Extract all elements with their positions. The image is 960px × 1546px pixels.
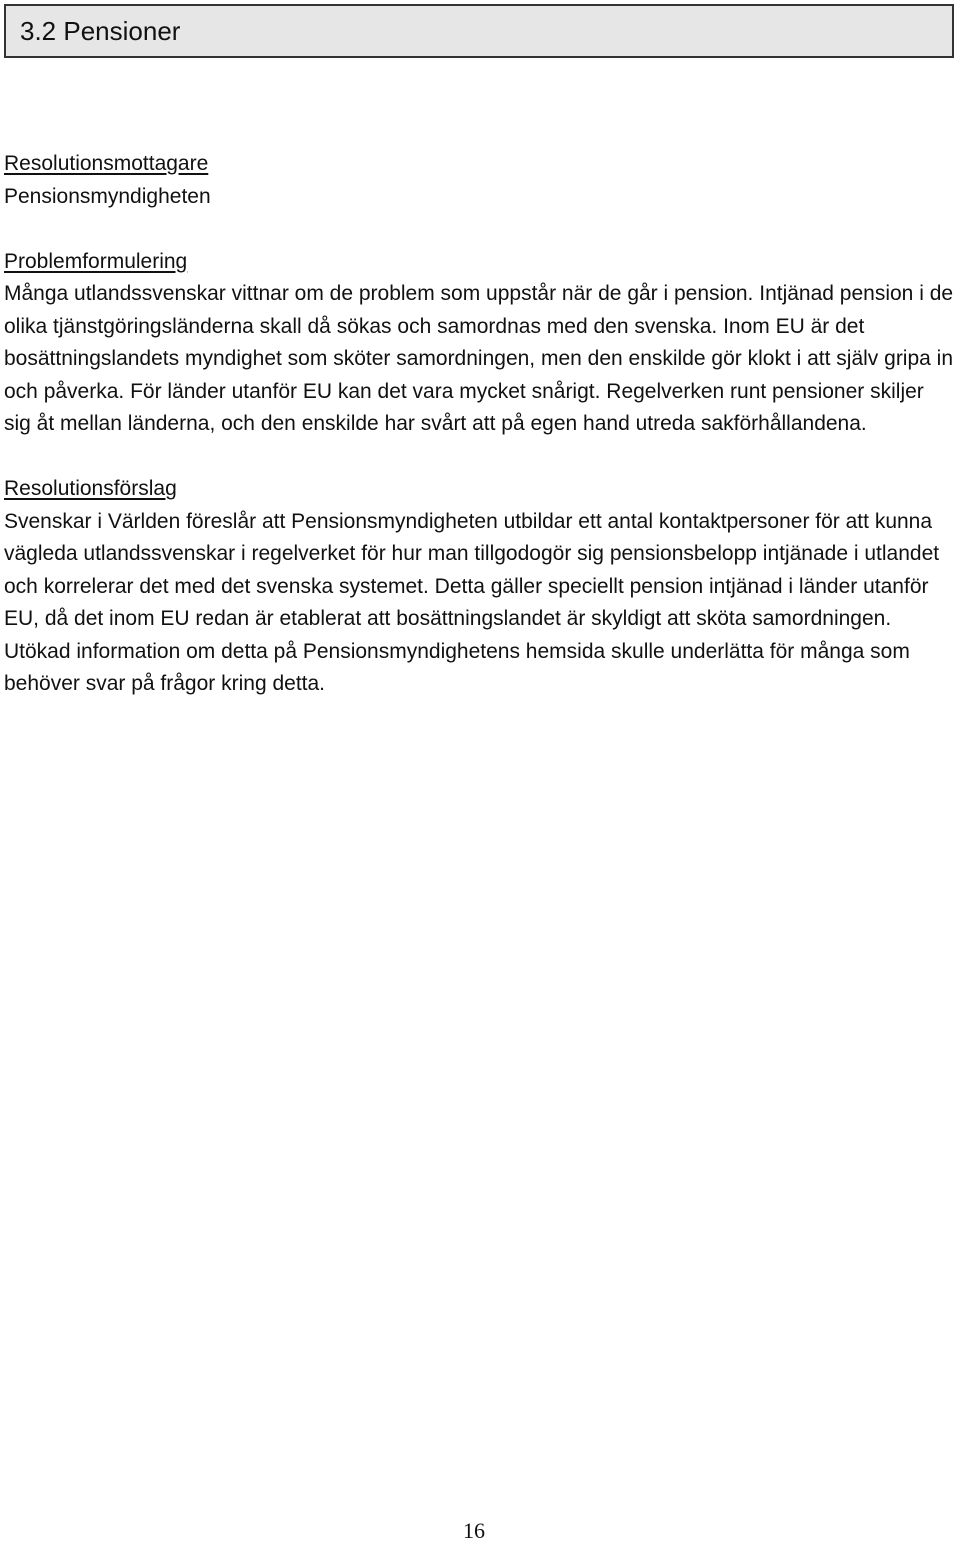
problem-heading: Problemformulering — [4, 249, 188, 273]
problem-section — [4, 246, 954, 441]
page-number: 16 — [463, 1518, 485, 1543]
proposal-section — [4, 473, 954, 701]
recipient-text: Pensionsmyndigheten — [4, 184, 211, 208]
recipient-heading: Resolutionsmottagare — [4, 152, 209, 175]
section-header — [4, 4, 954, 58]
page-title: 3.2 Pensioner — [20, 15, 181, 46]
document-body — [4, 148, 954, 701]
proposal-heading: Resolutionsförslag — [4, 477, 177, 500]
proposal-text: Svenskar i Världen föreslår att Pensionsmyndigheten utbildar ett antal kontaktpersoner för att kunna vägleda utlandssvenskar i regelverket för hur man tillgodogör sig pensionsbelopp intjänade i utlandet och korrelerar det med det svenska systemet. Detta gäller speciellt pension intjänad i länder utanför EU, då det inom EU redan är etablerat att bosättningslandet är skyldigt att sköta samordningen. Utökad information om detta på Pensionsmyndighetens hemsida skulle underlätta för många som behöver svar på frågor kring detta. — [4, 509, 940, 695]
recipient-section — [4, 148, 954, 213]
problem-text: Många utlandssvenskar vittnar om de problem som uppstår när de går i pension. Intjänad pension i de olika tjänstgöringsländerna skall då sökas och samordnas med den svenska. Inom EU är det bosättningslandets myndighet som sköter samordningen, men den enskilde gör klokt i att själv gripa in och påverka. För länder utanför EU kan det vara mycket snårigt. Regelverken runt pensioner skiljer sig åt mellan länderna, och den enskilde har svårt att på egen hand utreda sakförhållandena. — [4, 282, 954, 435]
